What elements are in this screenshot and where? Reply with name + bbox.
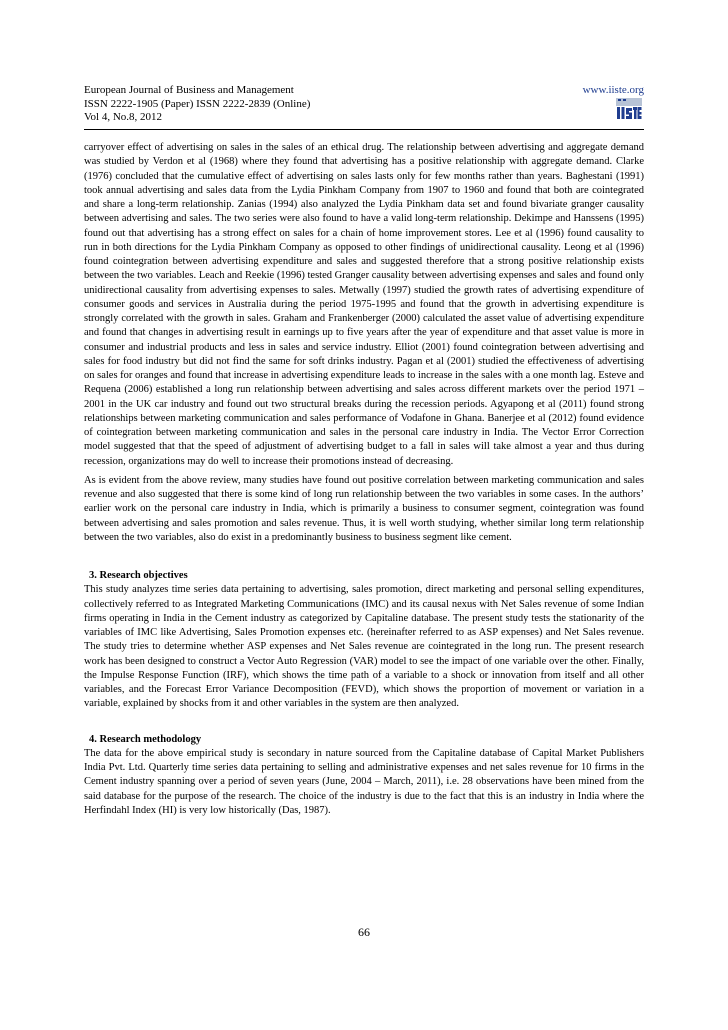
section-gap xyxy=(84,550,644,569)
iiste-logo-icon xyxy=(616,98,642,120)
page-number: 66 xyxy=(358,925,370,939)
section-gap xyxy=(84,717,644,733)
paragraph-review-summary: As is evident from the above review, many studies have found out positive correlation between marketing communication and sales revenue and also suggested that there is some kind of long run relationship between the two variables in some cases. In the authors’ earlier work on the personal care industry in India, which is primarily a business to consumer segment, cointegration was found between advertising and sales promotion and sales revenue. Thus, it is well worth studying, whether similar long term relationship between the two variables, also do exist in a predominantly business to business segment like cement. xyxy=(84,474,644,543)
journal-url-link[interactable]: www.iiste.org xyxy=(582,84,644,96)
paragraph-research-methodology: The data for the above empirical study is secondary in nature sourced from the Capitaline database of Capital Market Publishers India Pvt. Ltd. Quarterly time series data pertaining to selling and administrative expenses and net sales revenue for 10 firms in the Cement industry spanning over a period of seven years (June, 2004 – March, 2011), i.e. 28 observations have been mined from the said database for the purpose of the research. The choice of the industry is due to the fact that this is an industry in India where the Herfindahl Index (HI) is very low historically (Das, 1987). xyxy=(84,747,644,816)
paragraph-literature-review: carryover effect of advertising on sales in the sales of an ethical drug. The relationship between advertising and aggregate demand was studied by Verdon et al (1968) where they found that advertising has a positive relationship with aggregate demand. Clarke (1976) concluded that the cumulative effect of advertising on sales lasts only for few months rather than years. Baghestani (1991) took annual advertising and sales data from the Lydia Pinkham Company from 1907 to 1960 and found that both are cointegrated and share a long-term relationship. Zanias (1994) also analyzed the Lydia Pinkham data set and found bivariate granger causality between advertising and sales. The two series were also found to have a valid long-term relationship. Dekimpe and Hanssens (1995) found out that advertising has a strong effect on sales for a chain of home improvement stores. Lee et al (1996) found causality to run in both directions for the Lydia Pinkham Company as opposed to other findings of unidirectional causality. Leong et al (1996) found cointegration between advertising expenditure and sales and suggested therefore that a strong positive relationship exists between the two variables. Leach and Reekie (1996) tested Granger causality between advertising expenses and sales and found only unidirectional causality from advertising expenses to sales. Metwally (1997) studied the growth rates of advertising expenditure of consumer goods and services in Australia during the period 1975-1995 and found that the growth in advertising expenditure is strongly correlated with the growth in sales. Graham and Frankenberger (2000) calculated the asset value of advertising expenditure and found that changes in advertising result in earnings up to five years after the year of expenditure and that asset value is more in consumer and industrial products and less in sales and service industry. Elliot (2001) found cointegration between advertising and sales for food industry but did not find the same for soft drinks industry. Pagan et al (2001) studied the effectiveness of advertising on sales for oranges and found that increase in advertising expenditure leads to increase in the sales with a one month lag. Esteve and Requena (2006) established a long run relationship between advertising and sales across different markets over the period 1971 – 2001 in the UK car industry and found out two structural breaks during the recession periods. Agyapong et al (2011) found strong relationships between marketing communication and sales performance of Vodafone in Ghana. Banerjee et al (2012) found evidence of cointegration between marketing communication and sales in the personal care industry in India. The Vector Error Correction model suggested that that the speed of adjustment of advertising budget to a fall in sales will take almost a year and thus during recession, organizations may do well to increase their promotions instead of decreasing. xyxy=(84,142,644,467)
heading-research-objectives: 3. Research objectives xyxy=(89,570,188,581)
article-body xyxy=(84,141,644,823)
page-header xyxy=(84,84,644,124)
volume-line: Vol 4, No.8, 2012 xyxy=(84,111,163,123)
journal-title: European Journal of Business and Management xyxy=(84,84,294,96)
issn-line: ISSN 2222-1905 (Paper) ISSN 2222-2839 (Online) xyxy=(84,97,311,110)
header-rule xyxy=(84,129,644,130)
heading-research-methodology: 4. Research methodology xyxy=(89,733,202,745)
paragraph-research-objectives: This study analyzes time series data pertaining to advertising, sales promotion, direct marketing and personal selling expenditures, collectively referred to as Integrated Marketing Communications (IMC) and its causal nexus with Net Sales revenue of some Indian firms operating in India in the Cement industry as categorized by Capitaline database. The present study tests the stationarity of the variables of IMC like Advertising, Sales Promotion expenses etc. (hereinafter referred to as ASP expenses) and Net Sales revenue. The study tries to determine whether ASP expenses and Net Sales revenue are cointegrated in the long run. The present research work has been designed to construct a Vector Auto Regression (VAR) model to see the impact of one variable over the other. Finally, the Impulse Response Function (IRF), which shows the time path of a variable to a shock or innovation from itself and all other variables, and the Forecast Error Variance Decomposition (FEVD), which shows the proportion of movement or variation in a variable, explained by shocks from it and other variables in the system are then analyzed. xyxy=(84,584,644,710)
